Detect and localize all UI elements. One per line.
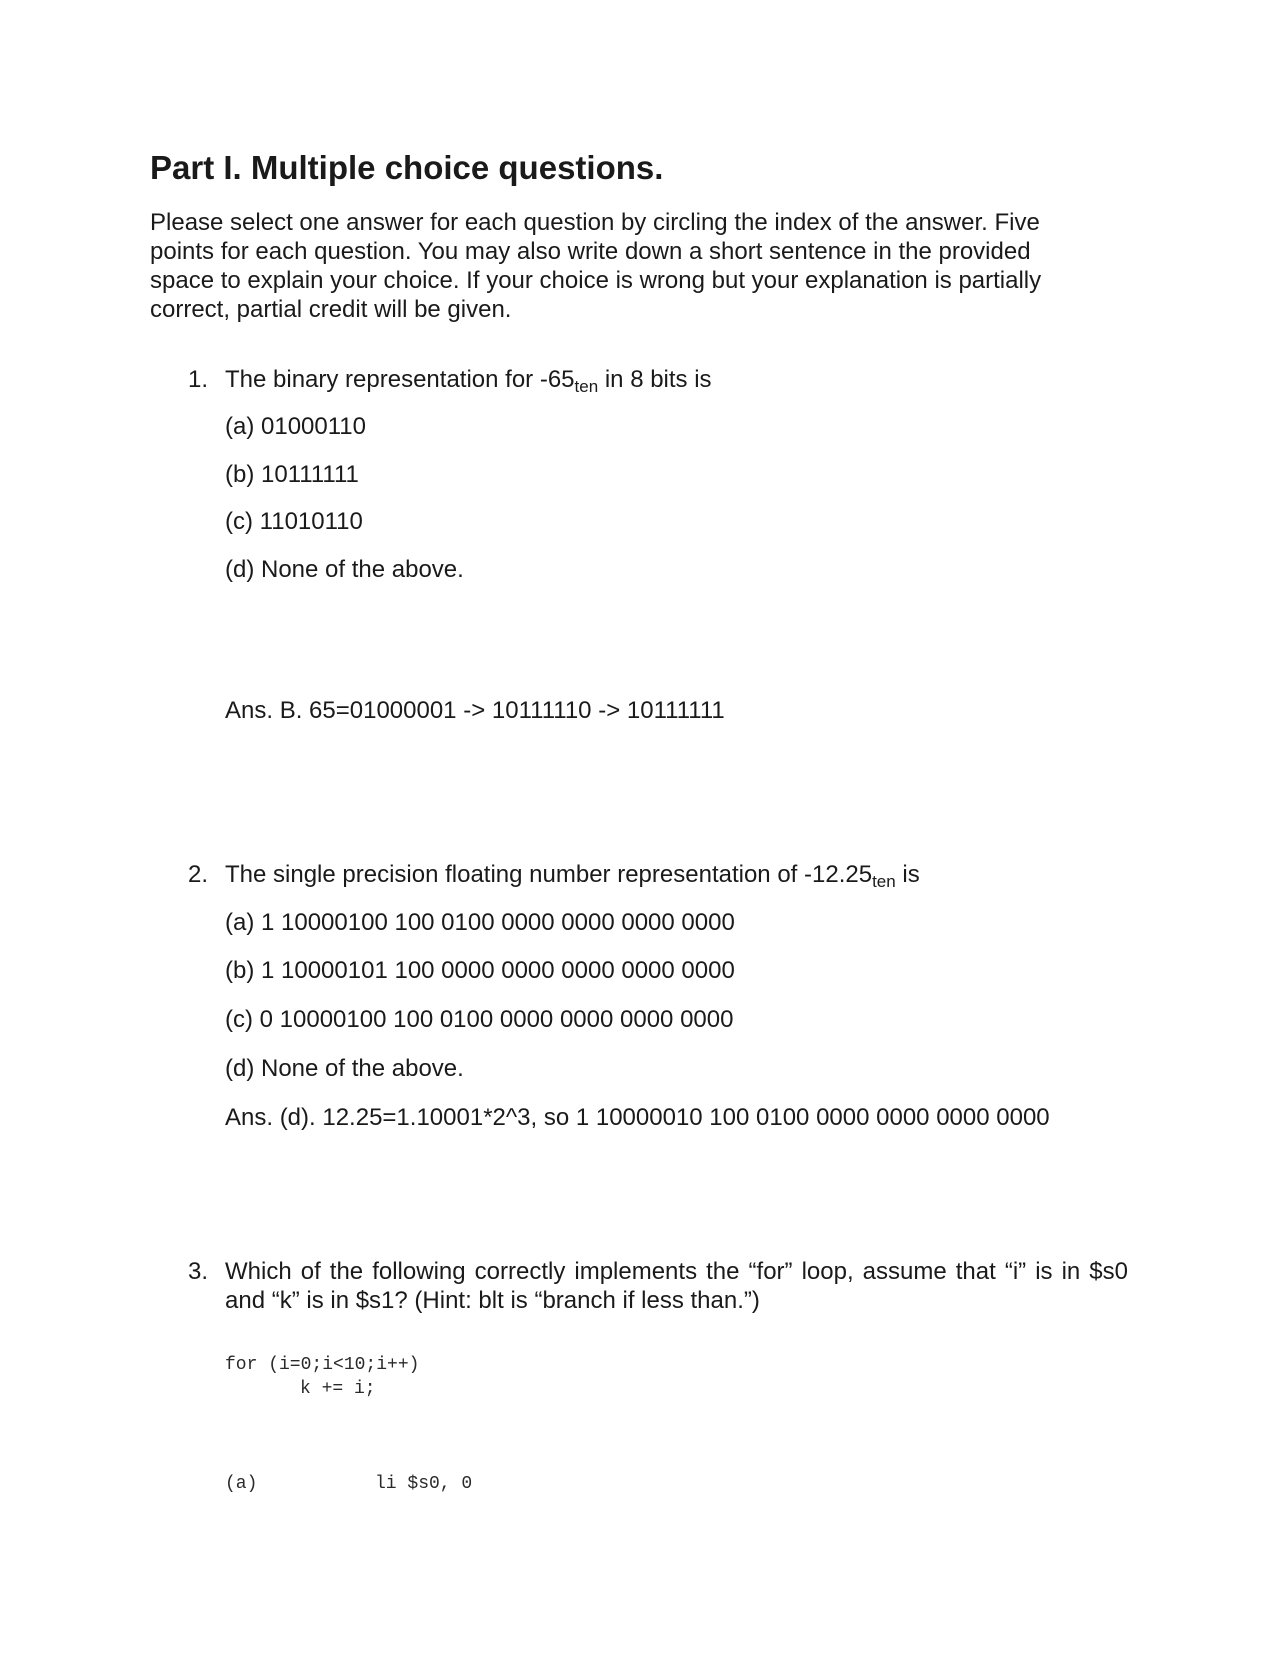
question-2-option-c: (c) 0 10000100 100 0100 0000 0000 0000 0000 — [225, 1006, 734, 1033]
option-a-code: li $s0, 0 — [375, 1474, 473, 1494]
question-subscript: ten — [574, 377, 599, 396]
question-1-answer: Ans. B. 65=01000001 -> 10111110 -> 10111111 — [225, 697, 725, 724]
question-1-option-a: (a) 01000110 — [225, 413, 366, 440]
instructions-paragraph: Please select one answer for each question by circling the index of the answer. Five points for each question. You may also write down a short sentence in the provided space to explain your choice. If your choice is wrong but your explanation is partially correct, partial credit will be given. — [150, 209, 1042, 323]
question-subscript: ten — [872, 872, 896, 891]
question-number: 3. — [188, 1258, 209, 1285]
question-text-end: in 8 bits is — [598, 366, 712, 393]
question-2-option-d: (d) None of the above. — [225, 1055, 464, 1082]
question-number: 1. — [188, 366, 209, 393]
question-text: Which of the following correctly implements the “for” loop, assume that “i” is in $s0 and “k” is in $s1? (Hint: blt is “branch if less than.”) — [225, 1258, 1128, 1314]
code-line: k += i; — [300, 1379, 376, 1399]
question-1-option-d: (d) None of the above. — [225, 556, 464, 583]
question-text-end: is — [895, 861, 920, 888]
code-line: for (i=0;i<10;i++) — [225, 1355, 420, 1375]
question-text: The single precision floating number representation of -12.25 — [225, 861, 873, 888]
question-number: 2. — [188, 861, 209, 888]
section-heading: Part I. Multiple choice questions. — [150, 149, 664, 186]
question-2-option-a: (a) 1 10000100 100 0100 0000 0000 0000 0000 — [225, 909, 735, 936]
question-1-option-b: (b) 10111111 — [225, 461, 359, 488]
option-a-label: (a) — [225, 1474, 258, 1494]
question-2 — [188, 860, 920, 891]
question-text: The binary representation for -65 — [225, 366, 575, 393]
question-2-option-b: (b) 1 10000101 100 0000 0000 0000 0000 0000 — [225, 957, 735, 984]
question-1-option-c: (c) 11010110 — [225, 508, 363, 535]
question-1 — [188, 365, 712, 396]
question-2-answer: Ans. (d). 12.25=1.10001*2^3, so 1 10000010 100 0100 0000 0000 0000 0000 — [225, 1104, 1050, 1131]
question-3 — [188, 1257, 1128, 1315]
